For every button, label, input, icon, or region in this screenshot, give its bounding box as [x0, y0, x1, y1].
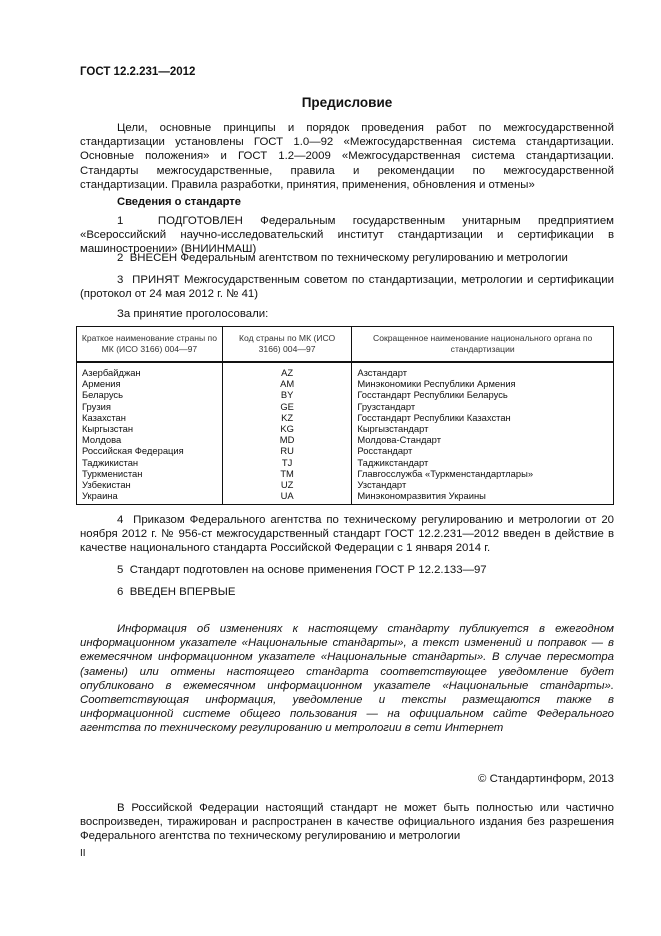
cell-code: AZ: [222, 362, 352, 378]
column-header-body: Сокращенное наименование национального органа по стандартизации: [352, 327, 614, 363]
cell-code: UA: [222, 490, 352, 505]
table-row: [77, 423, 614, 434]
cell-body: Минэкономики Республики Армения: [352, 378, 614, 389]
cell-code: GE: [222, 401, 352, 412]
item-number: 1: [117, 215, 124, 227]
item-number: 5: [117, 564, 124, 576]
item-4: [80, 513, 614, 556]
table-row: [77, 434, 614, 445]
cell-body: Госстандарт Республики Казахстан: [352, 412, 614, 423]
cell-body: Минэкономразвития Украины: [352, 490, 614, 505]
item-number: 3: [117, 274, 124, 286]
table-row: [77, 362, 614, 378]
table-row: [77, 401, 614, 412]
cell-country: Казахстан: [77, 412, 223, 423]
cell-code: TJ: [222, 457, 352, 468]
item-lead: ПОДГОТОВЛЕН: [157, 215, 243, 227]
table-header-row: [77, 327, 614, 363]
item-number: 6: [117, 586, 124, 598]
item-5: [80, 563, 614, 577]
item-number: 2: [117, 252, 124, 264]
item-2: [80, 251, 614, 265]
cell-country: Узбекистан: [77, 479, 223, 490]
item-lead: ВНЕСЕН: [129, 252, 178, 264]
cell-country: Кыргызстан: [77, 423, 223, 434]
vote-intro-text: За принятие проголосовали:: [117, 308, 269, 320]
table-row: [77, 479, 614, 490]
reproduction-notice-text: В Российской Федерации настоящий стандарт не может быть полностью или частично воспроизведен, тиражирован и распространен в качестве официального издания без разрешения Федерального агентства по техническому регулированию и метрологии: [80, 802, 614, 843]
item-text: Стандарт подготовлен на основе применения ГОСТ Р 12.2.133—97: [129, 564, 487, 576]
cell-body: Госстандарт Республики Беларусь: [352, 389, 614, 400]
cell-body: Грузстандарт: [352, 401, 614, 412]
cell-code: MD: [222, 434, 352, 445]
cell-country: Таджикистан: [77, 457, 223, 468]
cell-code: TM: [222, 468, 352, 479]
intro-paragraph: [80, 121, 614, 192]
cell-country: Беларусь: [77, 389, 223, 400]
vote-intro: [80, 307, 614, 321]
cell-country: Молдова: [77, 434, 223, 445]
cell-body: Узстандарт: [352, 479, 614, 490]
cell-body: Кыргызстандарт: [352, 423, 614, 434]
document-id-header: ГОСТ 12.2.231—2012: [80, 66, 196, 78]
cell-country: Украина: [77, 490, 223, 505]
column-header-code: Код страны по МК (ИСО 3166) 004—97: [222, 327, 352, 363]
cell-code: UZ: [222, 479, 352, 490]
item-text: Федеральным агентством по техническому регулированию и метрологии: [180, 252, 568, 264]
table-row: [77, 378, 614, 389]
voting-table: [76, 326, 614, 505]
item-lead: ПРИНЯТ: [132, 274, 180, 286]
cell-country: Грузия: [77, 401, 223, 412]
cell-country: Туркменистан: [77, 468, 223, 479]
intro-text: Цели, основные принципы и порядок проведения работ по межгосударственной стандартизации установлены ГОСТ 1.0—92 «Межгосударственная система стандартизации. Основные положения» и ГОСТ 1.2—2009 «Межгосударственная система стандартизации. Стандарты межгосударственные, правила и рекомендации по межгосударственной стандартизации. Правила разработки, принятия, применения, обновления и отмены»: [80, 122, 614, 191]
cell-body: Росстандарт: [352, 445, 614, 456]
table-row: [77, 490, 614, 505]
cell-code: AM: [222, 378, 352, 389]
column-header-country: Краткое наименование страны по МК (ИСО 3166) 004—97: [77, 327, 223, 363]
item-text: Межгосударственным советом по стандартизации, метрологии и сертификации (протокол от 24 мая 2012 г. № 41): [80, 274, 614, 301]
cell-country: Армения: [77, 378, 223, 389]
page-title: Предисловие: [301, 95, 393, 110]
item-3: [80, 273, 614, 301]
page-number: II: [80, 848, 86, 859]
item-text: Федеральным государственным унитарным предприятием «Всероссийский научно-исследовательский институт стандартизации и сертификации в машиностроении» (ВНИИНМАШ): [80, 215, 615, 256]
cell-code: KZ: [222, 412, 352, 423]
cell-code: BY: [222, 389, 352, 400]
item-text: ВВЕДЕН ВПЕРВЫЕ: [129, 586, 236, 598]
cell-country: Российская Федерация: [77, 445, 223, 456]
copyright: © Стандартинформ, 2013: [478, 773, 614, 785]
item-6: [80, 585, 614, 599]
cell-body: Таджикстандарт: [352, 457, 614, 468]
cell-body: Азстандарт: [352, 362, 614, 378]
cell-body: Главгосслужба «Туркменстандартлары»: [352, 468, 614, 479]
item-text: Приказом Федерального агентства по техническому регулированию и метрологии от 20 ноября 2012 г. № 956-ст межгосударственный стандарт ГОСТ 12.2.231—2012 введен в действие в качестве национального стандарта Российской Федерации с 1 января 2014 г.: [80, 514, 614, 555]
section-heading-text: Сведения о стандарте: [117, 196, 241, 208]
info-notice: [80, 622, 614, 736]
info-notice-text: Информация об изменениях к настоящему стандарту публикуется в ежегодном информационном указателе «Национальные стандарты», а текст изменений и поправок — в ежемесячном информационном указателе «Национальные стандарты». В случае пересмотра (замены) или отмены настоящего стандарта соответствующее уведомление будет опубликовано в ежемесячном информационном указателе «Национальные стандарты». Соответствующая информация, уведомление и тексты размещаются также в информационной системе общего пользования — на официальном сайте Федерального агентства по техническому регулированию и метрологии в сети Интернет: [80, 623, 614, 735]
cell-code: KG: [222, 423, 352, 434]
table-row: [77, 468, 614, 479]
cell-country: Азербайджан: [77, 362, 223, 378]
section-heading: [80, 195, 614, 209]
table-row: [77, 457, 614, 468]
cell-body: Молдова-Стандарт: [352, 434, 614, 445]
cell-code: RU: [222, 445, 352, 456]
item-number: 4: [117, 514, 124, 526]
table-row: [77, 412, 614, 423]
table-row: [77, 389, 614, 400]
reproduction-notice: [80, 801, 614, 844]
table-row: [77, 445, 614, 456]
